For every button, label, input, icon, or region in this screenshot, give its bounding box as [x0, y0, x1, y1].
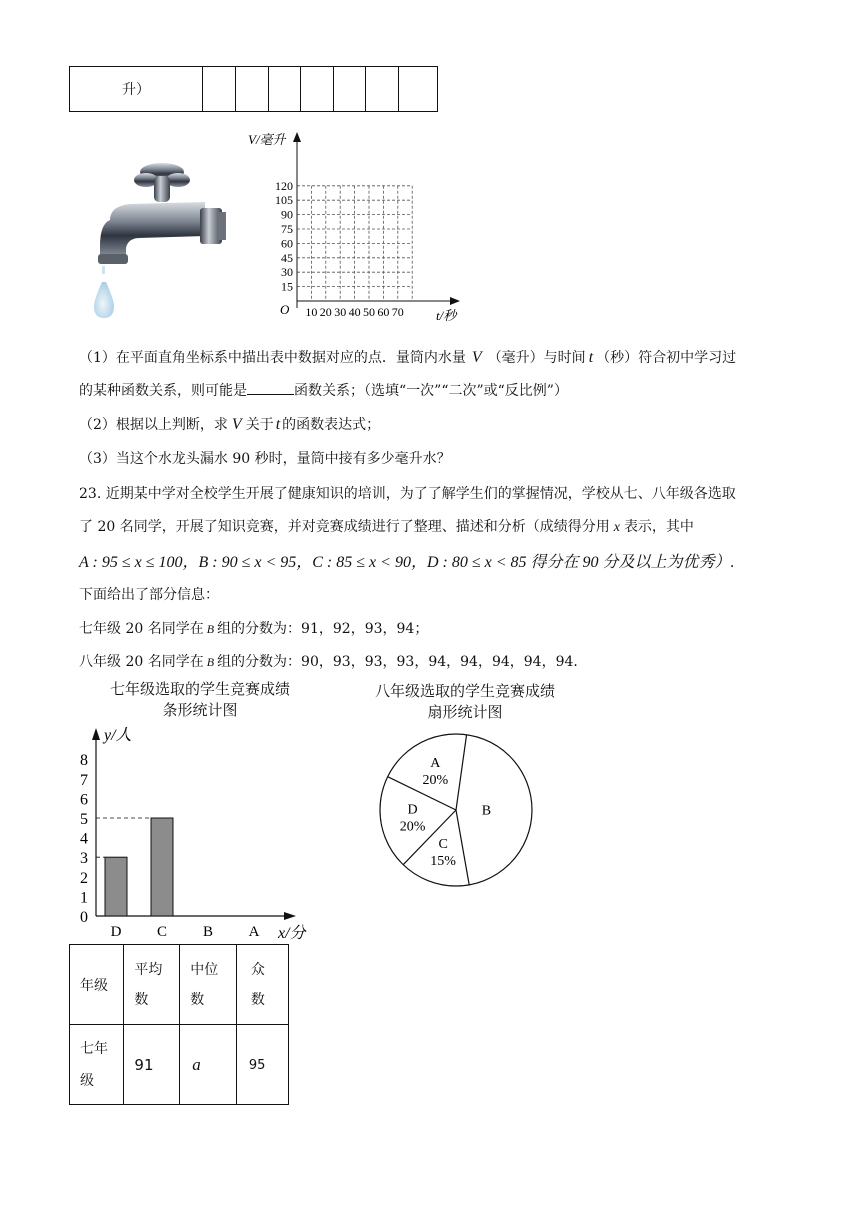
bar-chart-title-1: 七年级选取的学生竞赛成绩: [109, 680, 290, 698]
faucet-illustration: [80, 158, 230, 320]
bar-chart-title-2: 条形统计图: [162, 701, 238, 719]
bar-y-axis-label: y/人: [104, 727, 132, 744]
y-tick-label: 30: [281, 265, 293, 280]
question-2: （2）根据以上判断，求 V 关于 t 的函数表达式；: [79, 416, 381, 433]
x-tick-label: 70: [391, 305, 404, 319]
bars: [105, 818, 173, 916]
pie-slice-percent-C: 15%: [430, 854, 456, 870]
pie-slice-label-B: B: [481, 803, 492, 819]
x-axis-label: t/秒: [436, 308, 457, 323]
y-tick-label: 75: [281, 222, 293, 236]
x-tick-labels: [305, 305, 403, 319]
grid-lines: [297, 186, 412, 301]
x-tick-label: 20: [319, 305, 332, 319]
bar-category-labels: [111, 924, 260, 940]
problem-23-line-5: 七年级 20 名同学在 B 组的分数为：91，92，93，94；: [79, 621, 429, 637]
top-table-cell: [301, 67, 334, 112]
top-table-cell: [236, 67, 269, 112]
y-tick-label: 105: [275, 193, 293, 208]
bar-y-tick-labels: [80, 752, 88, 926]
pie-slice-label-C: C: [438, 837, 448, 853]
stats-header-median: 中位 数: [180, 945, 237, 1025]
y-tick-label: 45: [281, 250, 293, 265]
x-tick-label: 30: [334, 305, 347, 319]
stats-header-row: [70, 945, 289, 1025]
pie-chart-title-1: 八年级选取的学生竞赛成绩: [374, 682, 555, 700]
bar-y-tick-label: 5: [80, 811, 88, 828]
x-axis-arrow: [450, 297, 460, 305]
bar-category-label: C: [156, 924, 168, 940]
y-axis-arrow: [293, 132, 301, 142]
x-tick-label: 10: [305, 305, 318, 319]
stats-median-value: a: [180, 1025, 237, 1105]
bar-x-axis-label: x/分: [278, 925, 306, 942]
bar-x-axis-arrow: [284, 912, 296, 920]
y-tick-label: 120: [275, 178, 293, 193]
y-axis-label: V/毫升: [248, 132, 286, 147]
bar-category-label: D: [110, 924, 122, 940]
top-data-table: [69, 66, 438, 112]
x-tick-label: 40: [348, 305, 361, 319]
y-tick-label: 90: [281, 207, 293, 222]
question-3: （3）当这个水龙头漏水 90 秒时，量筒中接有多少毫升水？: [79, 451, 451, 467]
x-tick-label: 60: [377, 305, 390, 319]
pie-chart-title-2: 扇形统计图: [427, 703, 503, 721]
grade7-bar-chart: [60, 722, 330, 944]
bar-y-tick-label: 8: [80, 752, 88, 770]
bar-category-label: A: [248, 924, 260, 940]
bar-y-tick-label: 0: [80, 909, 88, 926]
stats-mode-value: 95: [236, 1025, 288, 1105]
question-1-line-2: 的某种函数关系，则可能是 函数关系；（选填“一次”“二次”或“反比例”）: [79, 383, 568, 399]
var-t: t: [588, 349, 594, 366]
origin-label: O: [280, 302, 290, 317]
bar-C: [151, 818, 173, 916]
stats-header-mode: 众 数: [236, 945, 288, 1025]
problem-23-line-1: 23. 近期某中学对全校学生开展了健康知识的培训，为了了解学生们的掌握情况，学校从七、八年级各选取: [79, 486, 736, 502]
answer-blank: [247, 394, 294, 395]
pie-slice-percent-A: 20%: [422, 773, 449, 789]
problem-23-line-2: 了 20 名同学，开展了知识竞赛，并对竞赛成绩进行了整理、描述和分析（成绩得分用 x 表示，其中: [79, 519, 694, 535]
bar-y-tick-label: 1: [80, 889, 88, 907]
stats-header-grade: 年级: [70, 945, 124, 1025]
stats-table: [69, 944, 289, 1105]
pie-slice-label-D: D: [407, 802, 418, 818]
bar-y-tick-label: 7: [80, 771, 88, 789]
bar-D: [105, 857, 127, 916]
top-table-first-cell: 升）: [70, 67, 203, 112]
bar-y-tick-label: 4: [80, 830, 88, 848]
pie-slice-label-A: A: [430, 756, 441, 772]
top-table-cell: [203, 67, 236, 112]
stats-header-mean: 平均 数: [124, 945, 180, 1025]
top-table-cell: [366, 67, 399, 112]
bar-y-tick-label: 2: [80, 869, 88, 887]
question-1-line-1: （1）在平面直角坐标系中描出表中数据对应的点．量筒内水量 V （毫升）与时间 t （秒）符合初中学习过: [79, 349, 737, 366]
bar-y-axis-arrow: [92, 728, 100, 740]
y-tick-label: 60: [281, 236, 293, 251]
problem-23-line-4: 下面给出了部分信息：: [79, 587, 219, 603]
grade8-pie-chart: [370, 728, 550, 892]
volume-time-grid-chart: [240, 128, 470, 326]
bar-category-label: B: [202, 924, 214, 940]
y-tick-label: 15: [281, 279, 293, 294]
x-tick-label: 50: [363, 305, 375, 319]
bar-reference-lines: [96, 818, 151, 857]
pie-slice-percent-D: 20%: [399, 819, 426, 835]
problem-23-line-3: A : 95 ≤ x ≤ 100，B : 90 ≤ x < 95，C : 85 ≤ x < 90，D : 80 ≤ x < 85 得分在 90 分及以上为优秀）.: [79, 554, 735, 571]
stats-mean-value: 91: [124, 1025, 180, 1105]
bar-y-tick-label: 6: [80, 791, 88, 809]
stats-row-label: 七年 级: [70, 1025, 124, 1105]
problem-23-line-6: 八年级 20 名同学在 B 组的分数为：90，93，93，93，94，94，94，94，94．: [79, 654, 588, 670]
pie-slices: [380, 734, 532, 886]
top-table-cell: [334, 67, 366, 112]
top-table-cell: [399, 67, 438, 112]
stats-row-grade7: [70, 1025, 289, 1105]
y-tick-labels: [275, 179, 293, 294]
top-table-cell: [269, 67, 301, 112]
bar-y-tick-label: 3: [80, 850, 88, 868]
var-v: V: [471, 349, 482, 366]
